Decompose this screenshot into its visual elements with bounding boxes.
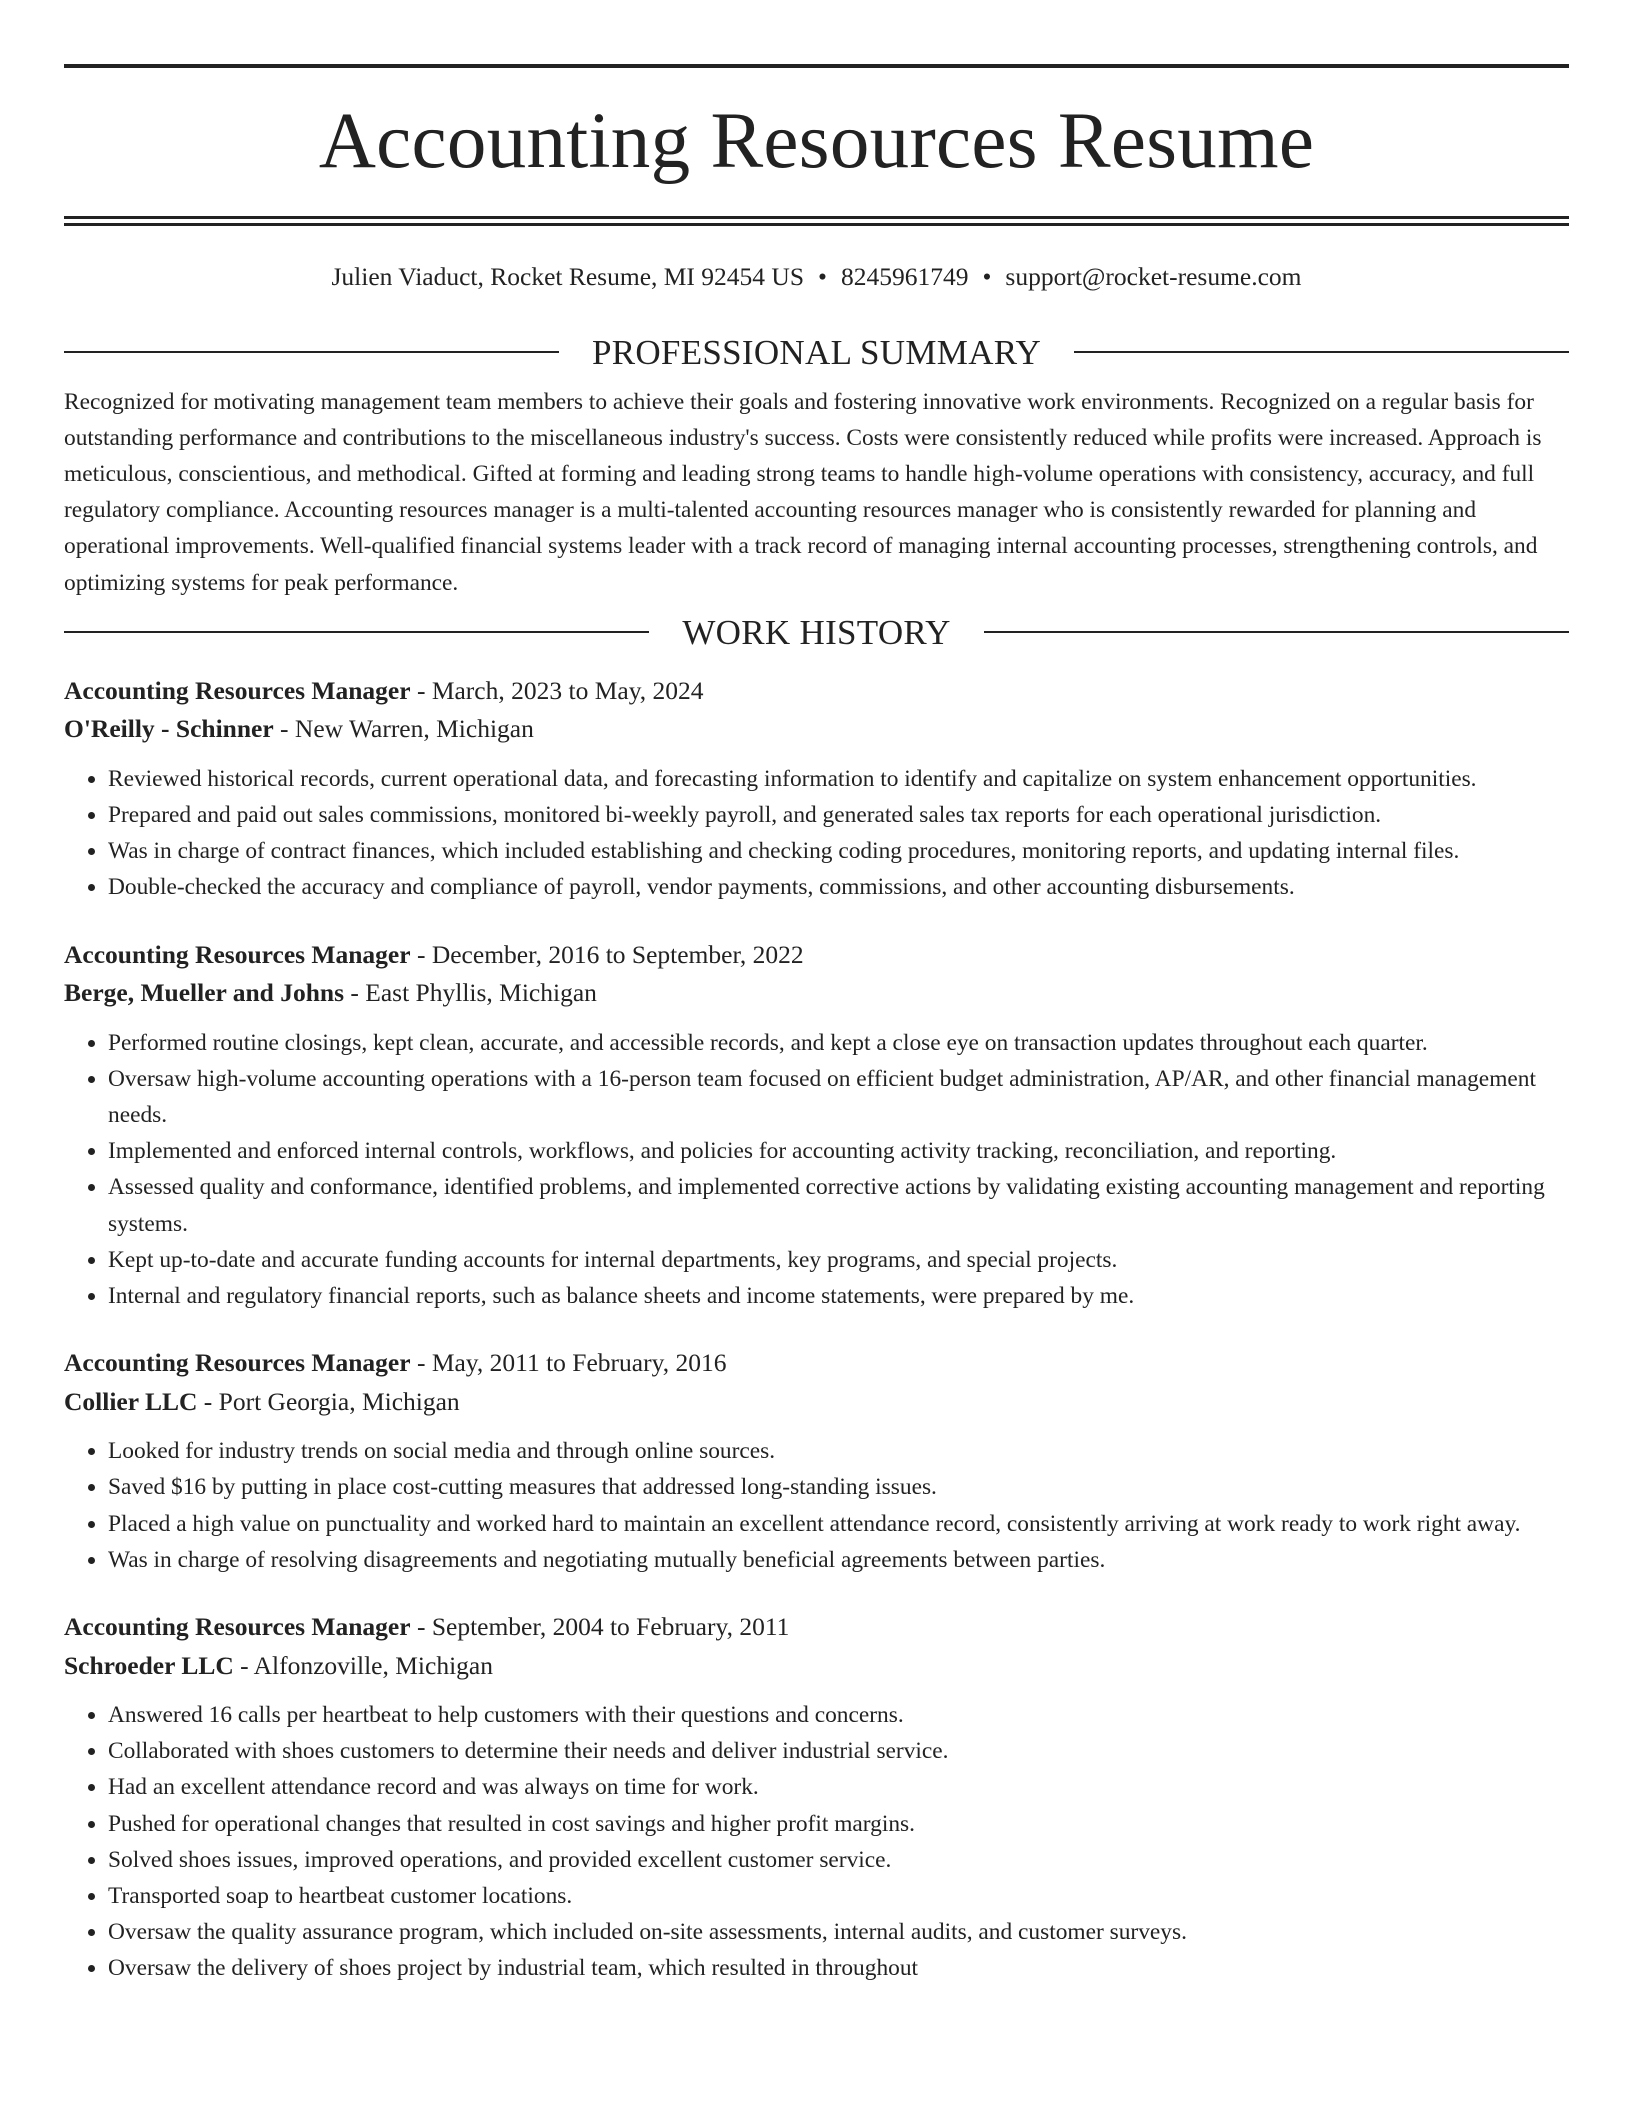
section-heading-work-history [64, 612, 1569, 652]
job-entry [64, 1344, 1569, 1578]
job-title: Accounting Resources Manager [64, 1612, 411, 1642]
contact-separator: • [982, 262, 992, 291]
job-bullets [64, 1697, 1569, 1987]
job-bullet: • Looked for industry trends on social media and through online sources. [108, 1433, 1569, 1469]
job-bullet: • Implemented and enforced internal controls, workflows, and policies for accounting activity tracking, reconciliation, and reporting. [108, 1133, 1569, 1169]
job-company: O'Reilly - Schinner [64, 714, 274, 744]
job-bullets [64, 761, 1569, 906]
job-bullet: • Oversaw the quality assurance program, which included on-site assessments, internal audits, and customer surveys. [108, 1914, 1569, 1950]
section-heading-label: WORK HISTORY [682, 612, 951, 652]
job-bullets [64, 1433, 1569, 1578]
contact-separator: • [818, 262, 827, 291]
title-double-rule [64, 216, 1569, 226]
job-bullet: • Answered 16 calls per heartbeat to help customers with their questions and concerns. [108, 1697, 1569, 1733]
job-bullet: • Solved shoes issues, improved operations, and provided excellent customer service. [108, 1842, 1569, 1878]
resume-page [64, 64, 1569, 1987]
job-company-line [64, 1647, 1569, 1686]
heading-rule-left [64, 631, 649, 633]
job-company: Collier LLC [64, 1386, 198, 1416]
job-bullet: • Prepared and paid out sales commissions, monitored bi-weekly payroll, and generated sales tax reports for each operational jurisdiction. [108, 797, 1569, 833]
job-entry [64, 672, 1569, 906]
work-history-list [64, 672, 1569, 1987]
section-heading-label: PROFESSIONAL SUMMARY [591, 332, 1042, 372]
job-bullet: • Placed a high value on punctuality and worked hard to maintain an excellent attendance record, consistently arriving at work ready to work right away. [108, 1506, 1569, 1542]
job-bullets [64, 1025, 1569, 1315]
job-title: Accounting Resources Manager [64, 675, 411, 705]
job-company: Berge, Mueller and Johns [64, 978, 345, 1008]
job-bullet: • Had an excellent attendance record and was always on time for work. [108, 1769, 1569, 1805]
job-location: - East Phyllis, Michigan [344, 978, 597, 1008]
job-bullet: • Assessed quality and conformance, identified problems, and implemented corrective actions by validating existing accounting management and reporting systems. [108, 1169, 1569, 1241]
job-dates: - May, 2011 to February, 2016 [410, 1348, 727, 1378]
job-location: - Port Georgia, Michigan [197, 1386, 460, 1416]
job-bullet: • Pushed for operational changes that resulted in cost savings and higher profit margins. [108, 1806, 1569, 1842]
contact-phone: 8245961749 [840, 262, 969, 291]
job-title-line [64, 672, 1569, 711]
job-bullet: • Oversaw the delivery of shoes project by industrial team, which resulted in throughout [108, 1950, 1569, 1986]
heading-rule-right [1074, 351, 1569, 353]
summary-paragraph: Recognized for motivating management team members to achieve their goals and fostering innovative work environments. Recognized on a regular basis for outstanding performance and contributions to the miscellaneous industry's success. Costs were consistently reduced while profits were increased. Approach is meticulous, conscientious, and methodical. Gifted at forming and leading strong teams to handle high-volume operations with consistency, accuracy, and full regulatory compliance. Accounting resources manager is a multi-talented accounting resources manager who is consistently rewarded for planning and operational improvements. Well-qualified financial systems leader with a track record of managing internal accounting processes, strengthening controls, and optimizing systems for peak performance. [64, 388, 1542, 596]
job-bullet: • Collaborated with shoes customers to determine their needs and deliver industrial service. [108, 1733, 1569, 1769]
job-title: Accounting Resources Manager [64, 939, 411, 969]
job-bullet: • Reviewed historical records, current operational data, and forecasting information to identify and capitalize on system enhancement opportunities. [108, 761, 1569, 797]
job-title: Accounting Resources Manager [64, 1348, 411, 1378]
job-bullet: • Kept up-to-date and accurate funding accounts for internal departments, key programs, and special projects. [108, 1242, 1569, 1278]
job-bullet: • Was in charge of contract finances, which included establishing and checking coding procedures, monitoring reports, and updating internal files. [108, 833, 1569, 869]
job-dates: - December, 2016 to September, 2022 [410, 939, 804, 969]
heading-rule-right [984, 631, 1569, 633]
job-dates: - September, 2004 to February, 2011 [410, 1612, 790, 1642]
contact-address: Julien Viaduct, Rocket Resume, MI 92454 US [331, 262, 805, 291]
job-company-line [64, 1383, 1569, 1422]
job-dates: - March, 2023 to May, 2024 [410, 675, 704, 705]
job-company-line [64, 974, 1569, 1013]
job-bullet: • Internal and regulatory financial reports, such as balance sheets and income statements, were prepared by me. [108, 1278, 1569, 1314]
heading-rule-left [64, 351, 559, 353]
top-rule [64, 64, 1569, 68]
section-heading-summary [64, 332, 1569, 372]
contact-line [64, 262, 1569, 293]
job-entry [64, 936, 1569, 1315]
job-entry [64, 1608, 1569, 1987]
job-bullet: • Was in charge of resolving disagreements and negotiating mutually beneficial agreements between parties. [108, 1542, 1569, 1578]
job-bullet: • Oversaw high-volume accounting operations with a 16-person team focused on efficient budget administration, AP/AR, and other financial management needs. [108, 1061, 1569, 1133]
job-title-line [64, 1608, 1569, 1647]
job-bullet: • Double-checked the accuracy and compliance of payroll, vendor payments, commissions, and other accounting disbursements. [108, 869, 1569, 905]
job-company: Schroeder LLC [64, 1650, 234, 1680]
contact-email: support@rocket-resume.com [1005, 262, 1302, 291]
job-company-line [64, 710, 1569, 749]
job-location: - Alfonzoville, Michigan [233, 1650, 493, 1680]
job-bullet: • Transported soap to heartbeat customer locations. [108, 1878, 1569, 1914]
resume-title: Accounting Resources Resume [318, 98, 1315, 185]
job-title-line [64, 936, 1569, 975]
job-bullet: • Performed routine closings, kept clean, accurate, and accessible records, and kept a close eye on transaction updates throughout each quarter. [108, 1025, 1569, 1061]
job-location: - New Warren, Michigan [273, 714, 534, 744]
job-title-line [64, 1344, 1569, 1383]
job-bullet: • Saved $16 by putting in place cost-cutting measures that addressed long-standing issues. [108, 1469, 1569, 1505]
